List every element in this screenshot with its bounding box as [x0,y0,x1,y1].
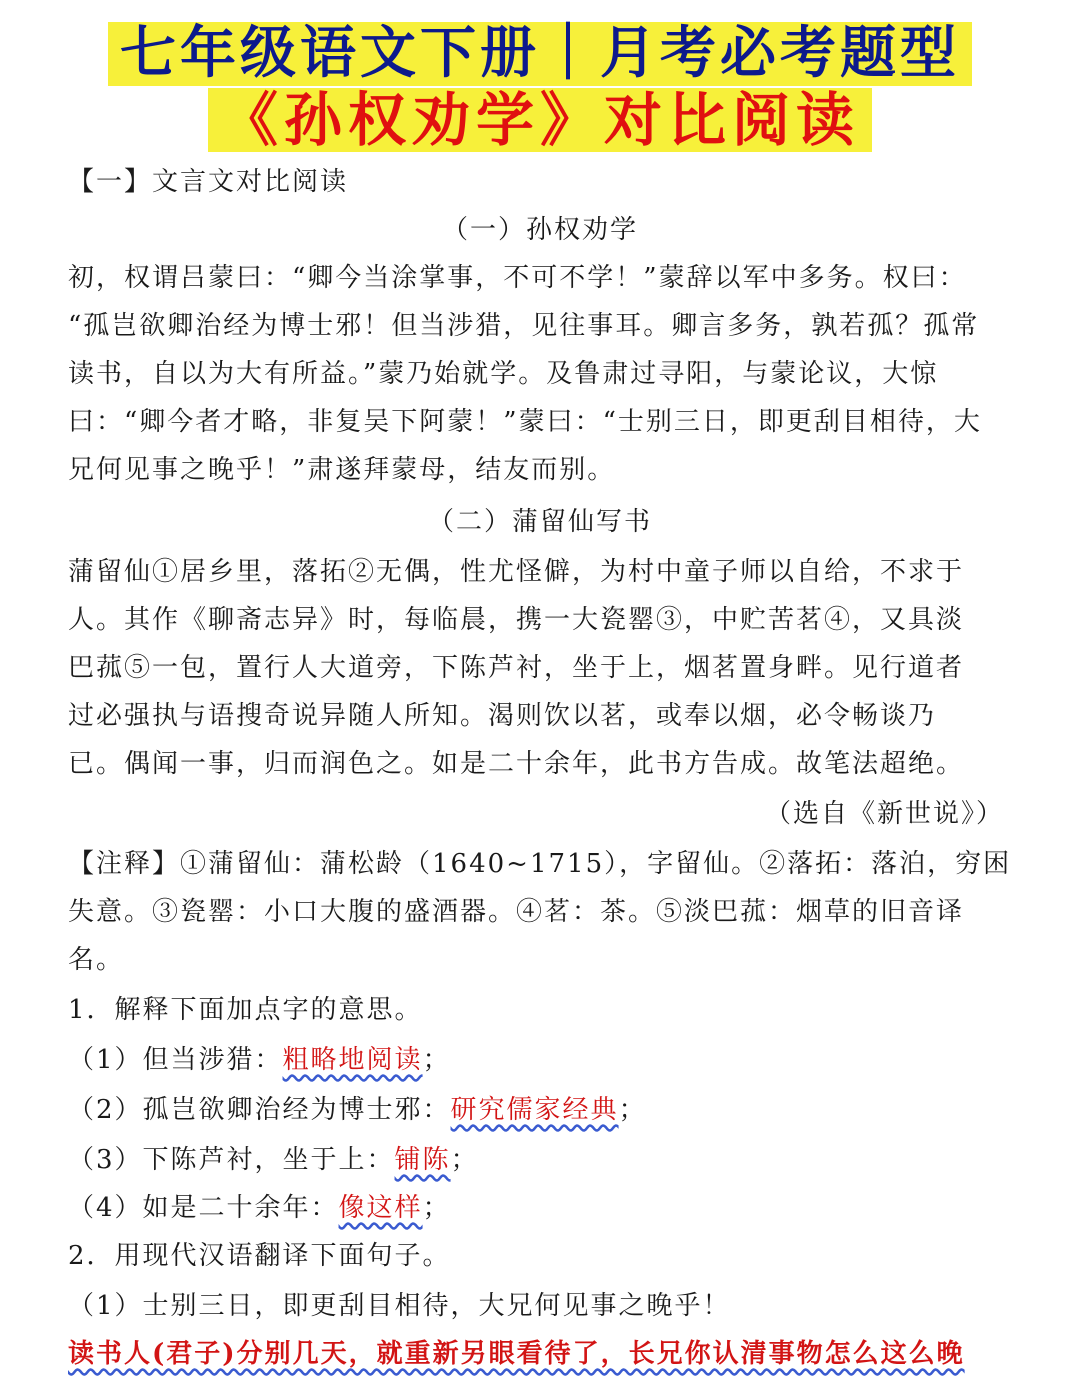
q1-item [68,1184,1008,1232]
passage2-title: （二）蒲留仙写书 [427,507,652,537]
q1-answer: 铺陈 [394,1145,451,1175]
passage2-line: 过必强执与语搜奇说异随人所知。渴则饮以茗，或奉以烟，必令畅谈乃 [68,701,937,731]
q1-answer: 粗略地阅读 [282,1045,423,1075]
q1-prompt: 1．解释下面加点字的意思。 [68,995,423,1025]
section-heading: 【一】文言文对比阅读 [68,167,349,197]
q1-question: （1）但当涉猎： [68,1045,283,1075]
q2-answer [68,1330,1008,1378]
passage1-line: 初，权谓吕蒙曰：“卿今当涂掌事，不可不学！”蒙辞以军中多务。权曰： [68,263,967,293]
q2-item: （1）士别三日，即更刮目相待，大兄何见事之晚乎！ [68,1291,731,1321]
q1-end: ； [618,1095,647,1125]
passage1-line: 曰：“卿今者才略，非复吴下阿蒙！”蒙曰：“士别三日，即更刮目相待，大 [68,407,982,437]
q1-item [68,1036,1008,1084]
q1-question: （4）如是二十余年： [68,1193,339,1223]
page-subtitle: 《孙权劝学》对比阅读 [208,88,872,152]
q1-end: ； [422,1193,451,1223]
q2-answer-text: 读书人(君子)分别几天，就重新另眼看待了，长兄你认清事物怎么这么晚 [68,1339,965,1369]
q1-end: ； [450,1145,479,1175]
q1-answer: 研究儒家经典 [450,1095,619,1125]
passage1-title: （一）孙权劝学 [441,215,638,245]
title-line-1-wrap [0,22,1080,86]
passage2-line: 人。其作《聊斋志异》时，每临晨，携一大瓷罂③，中贮苦茗④，又具淡 [68,605,965,635]
notes-line: 【注释】①蒲留仙：蒲松龄（1640~1715），字留仙。②落拓：落泊，穷困 [68,849,1012,879]
q2-prompt: 2．用现代汉语翻译下面句子。 [68,1241,451,1271]
passage1-line: 兄何见事之晚乎！”肃遂拜蒙母，结友而别。 [68,455,616,485]
page-title: 七年级语文下册｜月考必考题型 [108,22,972,86]
q1-end: ； [422,1045,451,1075]
passage1-line: “孤岂欲卿治经为博士邪！但当涉猎，见往事耳。卿言多务，孰若孤？孤常 [68,311,980,341]
q1-question: （3）下陈芦衬，坐于上： [68,1145,395,1175]
passage2-source: （选自《新世说》） [764,799,1004,829]
passage2-line: 已。偶闻一事，归而润色之。如是二十余年，此书方告成。故笔法超绝。 [68,749,965,779]
notes-line: 名。 [68,945,125,975]
q1-answer: 像这样 [338,1193,423,1223]
q1-question: （2）孤岂欲卿治经为博士邪： [68,1095,451,1125]
passage2-line: 巴菰⑤一包，置行人大道旁，下陈芦衬，坐于上，烟茗置身畔。见行道者 [68,653,965,683]
passage1-line: 读书，自以为大有所益。”蒙乃始就学。及鲁肃过寻阳，与蒙论议，大惊 [68,359,939,389]
title-line-2-wrap [0,88,1080,152]
q1-item [68,1136,1008,1184]
passage2-line: 蒲留仙①居乡里，落拓②无偶，性尤怪僻，为村中童子师以自给，不求于 [68,557,965,587]
q1-item [68,1086,1008,1134]
notes-line: 失意。③瓷罂：小口大腹的盛酒器。④茗：茶。⑤淡巴菰：烟草的旧音译 [68,897,965,927]
